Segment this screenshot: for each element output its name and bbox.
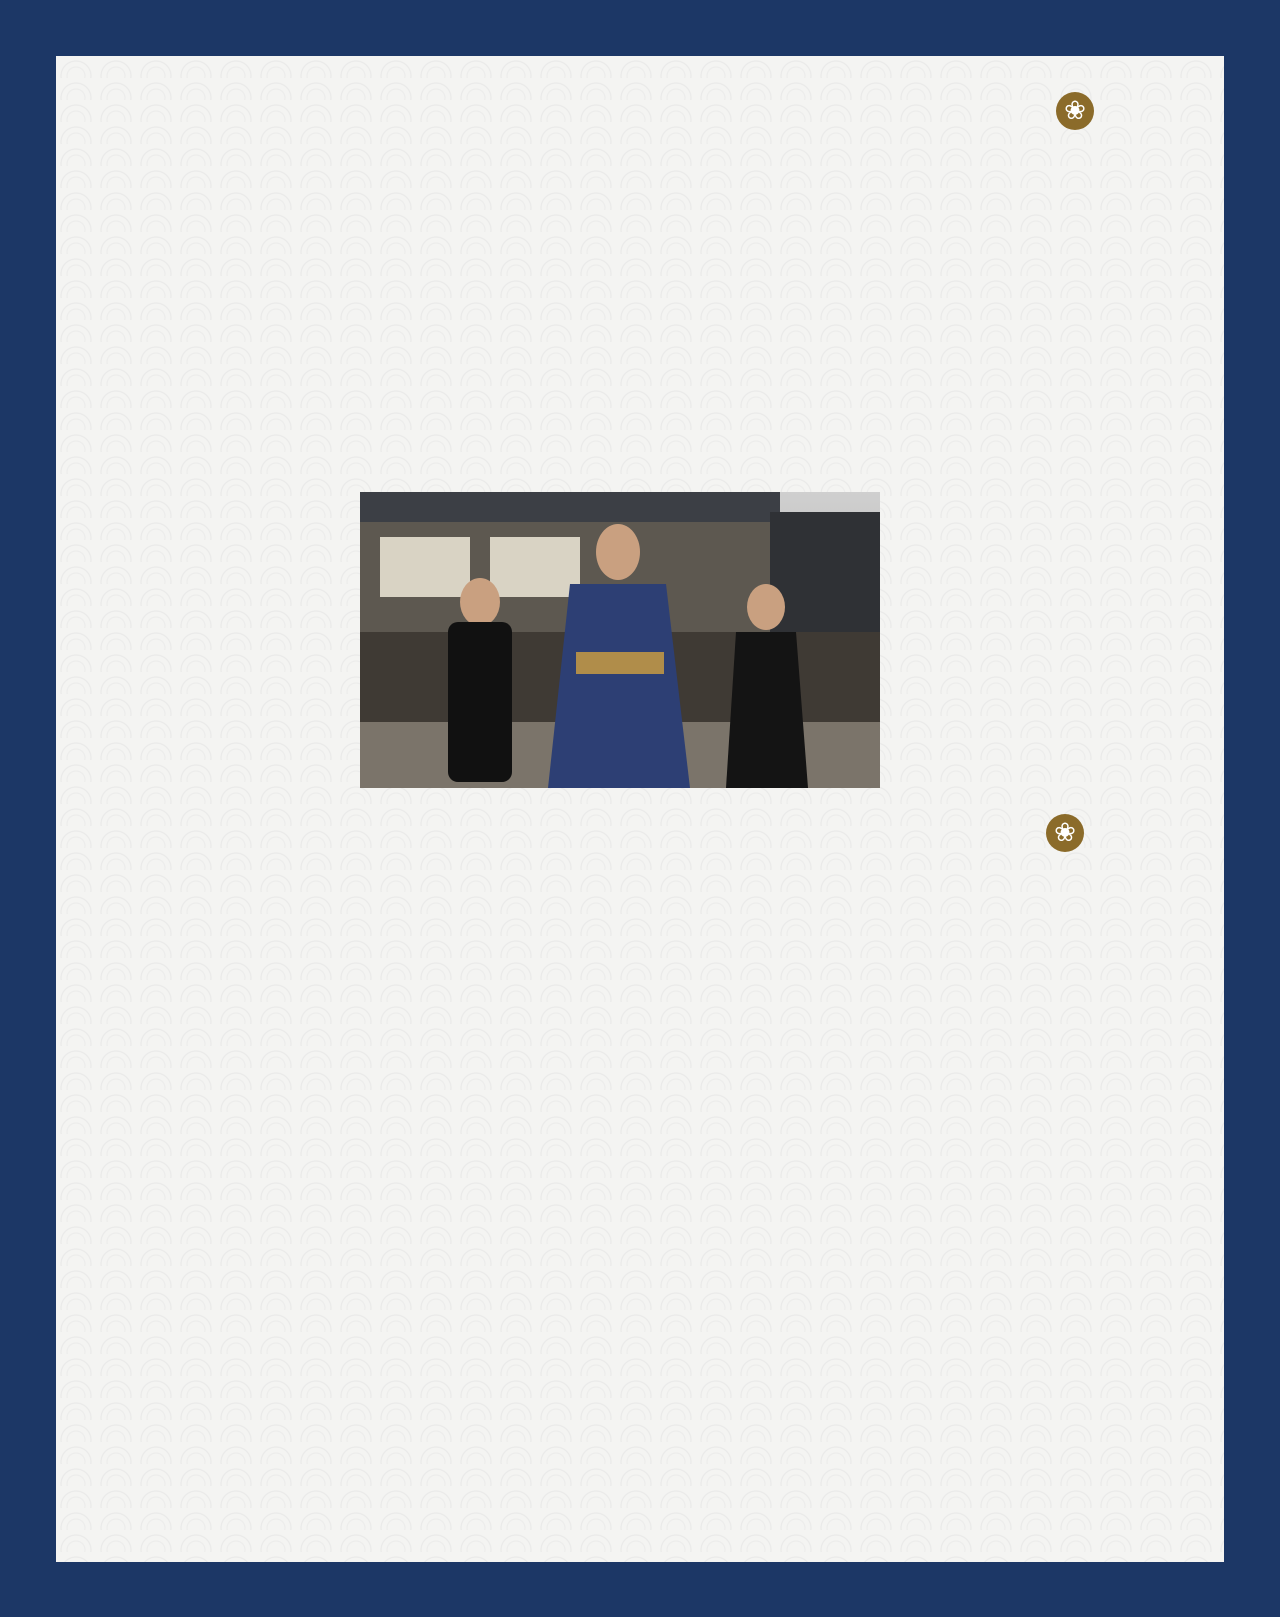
text-block-mid-left bbox=[80, 496, 350, 796]
text-block-mid-right bbox=[892, 496, 1038, 796]
cast-photo bbox=[360, 492, 880, 788]
section-heading-2 bbox=[1034, 860, 1094, 1070]
text-block-bottom-left bbox=[80, 806, 410, 1226]
cast-bios bbox=[80, 1232, 410, 1482]
cast-photo-illustration bbox=[360, 492, 880, 788]
family-crest-icon: ❀ bbox=[1046, 814, 1084, 852]
text-block-top bbox=[80, 78, 1038, 478]
family-crest-icon: ❀ bbox=[1056, 92, 1094, 130]
text-block-bottom-right bbox=[426, 806, 1038, 1546]
article-title bbox=[1108, 78, 1200, 578]
section-heading-1 bbox=[1046, 138, 1102, 308]
magazine-page bbox=[56, 56, 1224, 1562]
